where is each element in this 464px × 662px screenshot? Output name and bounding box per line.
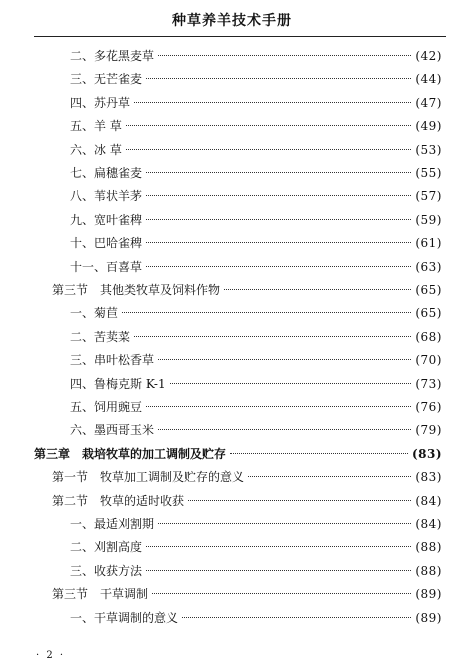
toc-entry <box>70 46 442 66</box>
header-rule <box>34 36 446 37</box>
toc-entry-title: 第三章 栽培牧草的加工调制及贮存 <box>34 446 227 461</box>
toc-entry-title: 六、墨西哥玉米 <box>70 423 155 438</box>
toc-entry-title: 四、鲁梅克斯 K-1 <box>70 376 166 391</box>
toc-entry-page: (83) <box>411 446 442 461</box>
dot-leader <box>146 546 411 547</box>
toc-entry-title: 九、宽叶雀稗 <box>70 212 143 227</box>
dot-leader <box>134 102 411 103</box>
toc-entry-title: 十、巴哈雀稗 <box>70 236 143 251</box>
dot-leader <box>146 195 411 196</box>
dot-leader <box>126 149 412 150</box>
dot-leader <box>152 593 411 594</box>
toc-entry-page: (65) <box>415 283 442 297</box>
toc-entry <box>70 420 442 440</box>
toc-entry <box>70 374 442 394</box>
toc-entry <box>70 186 442 206</box>
toc-entry <box>70 514 442 534</box>
dot-leader <box>158 55 411 56</box>
toc-entry-page: (59) <box>415 212 442 227</box>
toc-entry-page: (63) <box>415 259 442 274</box>
toc-entry-page: (70) <box>415 353 442 368</box>
toc-entry-page: (88) <box>415 540 442 555</box>
toc-entry <box>70 233 442 253</box>
dot-leader <box>158 523 411 524</box>
toc-entry-page: (57) <box>415 189 442 204</box>
dot-leader <box>146 570 411 571</box>
toc-entry-title: 八、苇状羊茅 <box>70 189 143 204</box>
dot-leader <box>248 476 411 477</box>
toc-entry-title: 三、收获方法 <box>70 563 143 578</box>
toc-entry <box>34 444 442 464</box>
dot-leader <box>146 219 411 220</box>
dot-leader <box>224 289 411 290</box>
toc-entry-page: (88) <box>415 563 442 578</box>
dot-leader <box>126 125 412 126</box>
dot-leader <box>134 336 411 337</box>
toc-entry-title: 五、饲用豌豆 <box>70 400 143 414</box>
toc-entry-title: 七、扁穗雀麦 <box>70 166 143 180</box>
toc-entry-title: 第三节 干草调制 <box>52 587 149 602</box>
toc-entry-title: 三、无芒雀麦 <box>70 72 143 87</box>
toc-entry-title: 一、干草调制的意义 <box>70 610 179 625</box>
toc-entry-page: (65) <box>415 306 442 321</box>
toc-entry <box>70 116 442 136</box>
toc-entry-title: 第二节 牧草的适时收获 <box>52 493 185 508</box>
toc-entry-page: (79) <box>415 423 442 438</box>
toc-entry-page: (76) <box>415 400 442 414</box>
toc-entry-page: (47) <box>415 95 442 110</box>
toc-entry <box>70 69 442 89</box>
toc-entry-page: (42) <box>415 49 442 63</box>
toc-entry <box>52 584 442 604</box>
toc-entry <box>70 210 442 230</box>
dot-leader <box>122 312 411 313</box>
toc-entry <box>70 327 442 347</box>
dot-leader <box>146 78 411 79</box>
toc-entry <box>52 280 442 300</box>
dot-leader <box>146 242 411 243</box>
dot-leader <box>146 172 411 173</box>
dot-leader <box>170 383 412 384</box>
toc-entry-title: 二、苦荬菜 <box>70 329 131 344</box>
toc-entry <box>70 257 442 277</box>
toc-entry <box>70 537 442 557</box>
toc-entry <box>70 303 442 323</box>
toc-entry <box>70 140 442 160</box>
toc-entry <box>70 561 442 581</box>
toc-entry-title: 二、多花黑麦草 <box>70 49 155 63</box>
dot-leader <box>158 359 411 360</box>
toc-entry-page: (55) <box>415 166 442 180</box>
toc-entry-page: (84) <box>415 517 442 531</box>
toc-entry-title: 五、羊 草 <box>70 119 122 134</box>
dot-leader <box>146 266 411 267</box>
toc-entry <box>70 350 442 370</box>
toc-entry <box>52 467 442 487</box>
page-number: · 2 · <box>36 650 66 661</box>
toc-entry-page: (73) <box>415 376 442 391</box>
toc-entry-page: (49) <box>415 119 442 134</box>
toc-entry-title: 四、苏丹草 <box>70 95 131 110</box>
dot-leader <box>230 453 408 454</box>
toc-entry-title: 六、冰 草 <box>70 142 122 157</box>
toc-entry <box>70 608 442 628</box>
toc-entry-title: 二、刈割高度 <box>70 540 143 555</box>
toc-entry-page: (61) <box>415 236 442 251</box>
dot-leader <box>188 500 411 501</box>
toc-entry-title: 第一节 牧草加工调制及贮存的意义 <box>52 470 245 485</box>
toc-entry-title: 第三节 其他类牧草及饲料作物 <box>52 283 221 297</box>
toc-entry-page: (68) <box>415 329 442 344</box>
toc-entry <box>70 163 442 183</box>
toc-entry-title: 一、最适刈割期 <box>70 517 155 531</box>
dot-leader <box>146 406 411 407</box>
dot-leader <box>182 617 411 618</box>
toc-entry <box>52 491 442 511</box>
toc-entry-title: 十一、百喜草 <box>70 259 143 274</box>
toc-entry-page: (53) <box>415 142 442 157</box>
toc-entry-page: (44) <box>415 72 442 87</box>
dot-leader <box>158 429 411 430</box>
running-header: 种草养羊技术手册 <box>172 13 292 29</box>
toc-entry-page: (84) <box>415 493 442 508</box>
toc-entry-page: (83) <box>415 470 442 485</box>
toc-entry <box>70 397 442 417</box>
toc-entry-page: (89) <box>415 610 442 625</box>
toc-entry-title: 一、菊苣 <box>70 306 119 321</box>
toc-entry <box>70 93 442 113</box>
toc-entry-page: (89) <box>415 587 442 602</box>
toc-entry-title: 三、串叶松香草 <box>70 353 155 368</box>
